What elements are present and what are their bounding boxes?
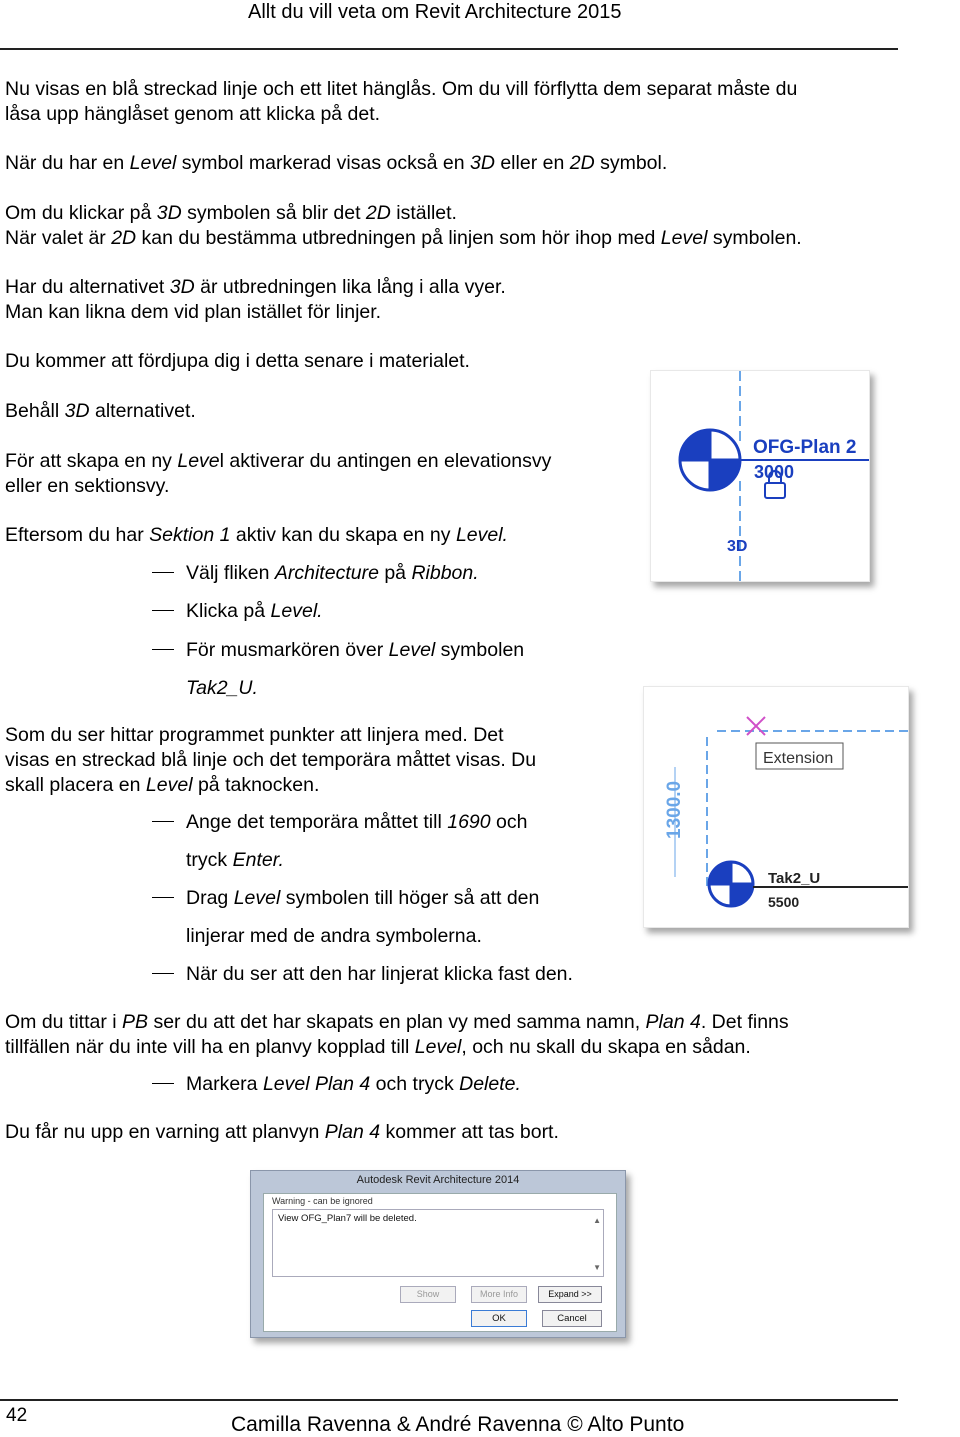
- warning-group-label: Warning - can be ignored: [272, 1196, 373, 1206]
- paragraph: låsa upp hänglåset genom att klicka på det.: [5, 103, 381, 125]
- dash-bullet-icon: [152, 821, 174, 822]
- temporary-dimension[interactable]: 1300.0: [664, 780, 685, 839]
- paragraph: visas en streckad blå linje och det temporära måttet visas. Du: [5, 749, 537, 771]
- level-target-symbol[interactable]: [709, 862, 753, 906]
- level-extension-figure: [643, 686, 909, 928]
- list-item: Välj fliken Architecture på Ribbon.: [152, 561, 479, 586]
- footer-rule: [0, 1399, 898, 1401]
- dialog-title: Autodesk Revit Architecture 2014: [356, 1174, 520, 1186]
- paragraph: Behåll 3D alternativet.: [5, 400, 196, 422]
- list-item: Ange det temporära måttet till 1690 och: [152, 810, 527, 835]
- list-item-continuation: tryck Enter.: [186, 849, 284, 871]
- dash-bullet-icon: [152, 973, 174, 974]
- paragraph: Om du klickar på 3D symbolen så blir det 2D istället.: [5, 202, 457, 224]
- paragraph: När du har en Level symbol markerad visas också en 3D eller en 2D symbol.: [5, 152, 668, 174]
- list-item: När du ser att den har linjerat klicka fast den.: [152, 962, 573, 987]
- level-head-3d-drawing: [651, 371, 869, 581]
- footer-authors: Camilla Ravenna & André Ravenna © Alto Punto: [231, 1413, 685, 1436]
- level-name-label[interactable]: Tak2_U: [768, 870, 821, 887]
- level-elevation-label[interactable]: 3000: [754, 462, 795, 482]
- level-name-label[interactable]: OFG-Plan 2: [753, 437, 857, 458]
- paragraph: tillfällen när du inte vill ha en planvy kopplad till Level, och nu skall du skapa en sådan.: [5, 1036, 751, 1058]
- paragraph: Du får nu upp en varning att planvyn Plan 4 kommer att tas bort.: [5, 1121, 559, 1143]
- paragraph: För att skapa en ny Level aktiverar du antingen en elevationsvy: [5, 450, 552, 472]
- level-elevation-label[interactable]: 5500: [768, 894, 800, 910]
- page-header: [0, 0, 960, 50]
- scroll-up-icon[interactable]: ▲: [593, 1216, 601, 1225]
- header-rule: [0, 48, 898, 50]
- dash-bullet-icon: [152, 649, 174, 650]
- dash-bullet-icon: [152, 1083, 174, 1084]
- list-item: Klicka på Level.: [152, 599, 323, 624]
- paragraph: Om du tittar i PB ser du att det har skapats en plan vy med samma namn, Plan 4. Det finns: [5, 1011, 789, 1033]
- dialog-body: [263, 1193, 617, 1332]
- paragraph: Du kommer att fördjupa dig i detta senare i materialet.: [5, 350, 470, 372]
- paragraph: Man kan likna dem vid plan istället för linjer.: [5, 301, 382, 323]
- level-head-3d-figure: [650, 370, 870, 582]
- warning-message-box[interactable]: [272, 1209, 604, 1277]
- dash-bullet-icon: [152, 572, 174, 573]
- warning-message: View OFG_Plan7 will be deleted.: [278, 1213, 417, 1224]
- extension-tooltip-text: Extension: [763, 750, 834, 767]
- list-item-continuation: Tak2_U.: [186, 677, 258, 699]
- show-button[interactable]: Show: [400, 1286, 456, 1303]
- paragraph: Som du ser hittar programmet punkter att linjera med. Det: [5, 724, 504, 746]
- level-target-symbol[interactable]: [680, 430, 740, 490]
- header-title: Allt du vill veta om Revit Architecture 2015: [248, 1, 622, 23]
- paragraph: eller en sektionsvy.: [5, 475, 170, 497]
- scroll-down-icon[interactable]: ▼: [593, 1263, 601, 1272]
- paragraph: Har du alternativet 3D är utbredningen lika lång i alla vyer.: [5, 276, 506, 298]
- list-item: Markera Level Plan 4 och tryck Delete.: [152, 1072, 521, 1097]
- list-item: För musmarkören över Level symbolen: [152, 638, 524, 663]
- level-extension-drawing: [644, 687, 908, 927]
- warning-dialog: [250, 1170, 626, 1338]
- paragraph: Eftersom du har Sektion 1 aktiv kan du skapa en ny Level.: [5, 524, 508, 546]
- cancel-button[interactable]: Cancel: [542, 1310, 602, 1327]
- list-item: Drag Level symbolen till höger så att den: [152, 886, 539, 911]
- dash-bullet-icon: [152, 897, 174, 898]
- ok-button[interactable]: OK: [471, 1310, 527, 1327]
- paragraph: Nu visas en blå streckad linje och ett litet hänglås. Om du vill förflytta dem separat måste du: [5, 78, 798, 100]
- toggle-3d-label[interactable]: 3D: [727, 538, 748, 555]
- dash-bullet-icon: [152, 610, 174, 611]
- more-info-button[interactable]: More Info: [471, 1286, 527, 1303]
- paragraph: skall placera en Level på taknocken.: [5, 774, 320, 796]
- list-item-continuation: linjerar med de andra symbolerna.: [186, 925, 482, 947]
- paragraph: När valet är 2D kan du bestämma utbredningen på linjen som hör ihop med Level symbolen.: [5, 227, 802, 249]
- expand-button[interactable]: Expand >>: [538, 1286, 602, 1303]
- page-number: 42: [6, 1405, 28, 1426]
- close-icon[interactable]: [747, 717, 765, 735]
